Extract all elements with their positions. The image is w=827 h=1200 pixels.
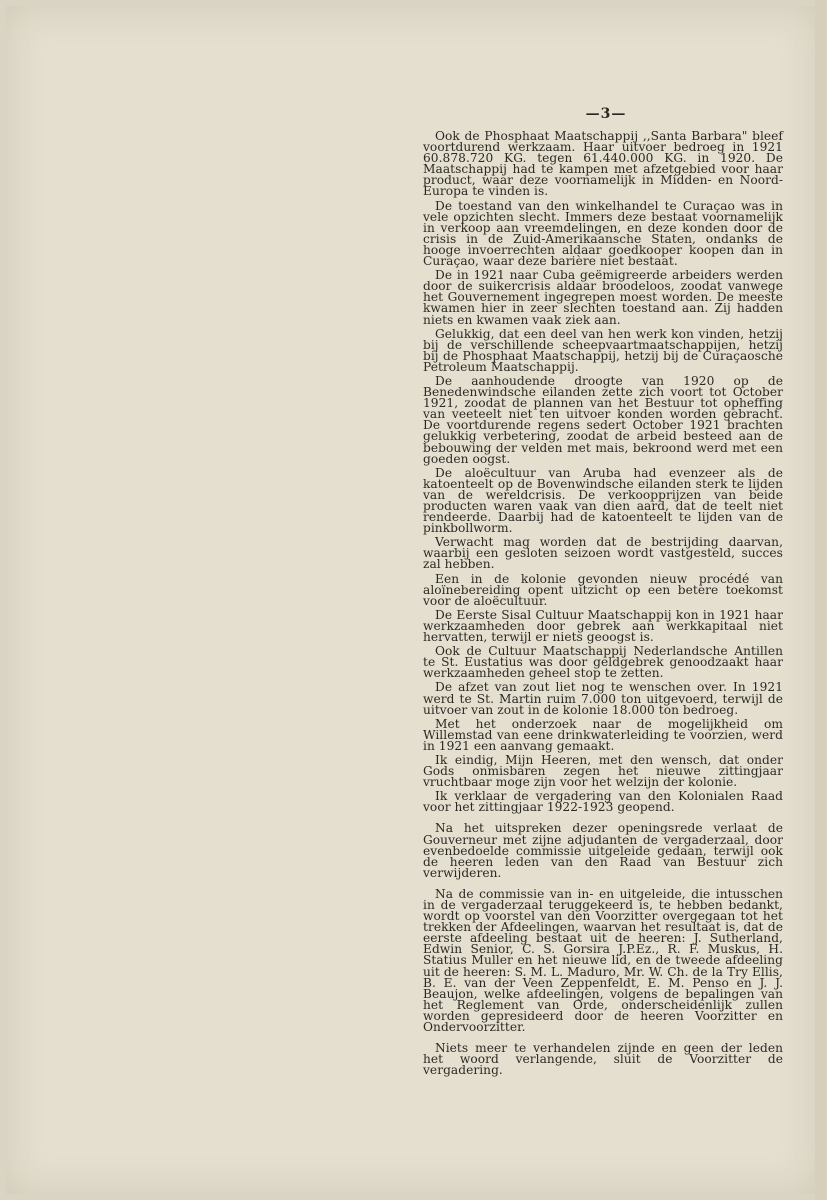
paragraph: De aanhoudende droogte van 1920 op de Benedenwindsche eilanden zette zich voort tot October 1921, zoodat de plannen van het Bestuur tot opheffing van veeteelt niet ten uitvoer konden worden gebracht. De voortdurende regens sedert October 1921 brachten gelukkig verbetering, zoodat de arbeid besteed aan de bebouwing der velden met mais, bekroond werd met een goeden oogst.	[423, 373, 783, 466]
document-page	[6, 6, 818, 1194]
paragraph: Een in de kolonie gevonden nieuw procédé van aloïnebereiding opent uitzicht op een betere toekomst voor de aloëcultuur.	[423, 571, 783, 608]
paragraph: De Eerste Sisal Cultuur Maatschappij kon in 1921 haar werkzaamheden door gebrek aan werkkapitaal niet hervatten, terwijl er niets geoogst is.	[423, 607, 783, 645]
paragraph: De aloëcultuur van Aruba had evenzeer als de katoenteelt op de Bovenwindsche eilanden sterk te lijden van de wereldcrisis. De verkoopprijzen van beide producten waren vaak van dien aard, dat de teelt niet rendeerde. Daarbij had de katoenteelt te lijden van de pinkbollworm.	[423, 465, 783, 536]
text-column	[423, 131, 783, 1079]
paragraph: Ik verklaar de vergadering van den Kolonialen Raad voor het zittingjaar 1922-1923 geopend.	[423, 789, 783, 815]
paragraph: Na het uitspreken dezer openingsrede verlaat de Gouverneur met zijne adjudanten de vergaderzaal, door evenbedoelde commissie uitgeleide gedaan, terwijl ook de heeren leden van den Raad van Bestuur zich verwijderen.	[423, 821, 783, 880]
paragraph: Ik eindig, Mijn Heeren, met den wensch, dat onder Gods onmisbaren zegen het nieuwe zittingjaar vruchtbaar moge zijn voor het welzijn der kolonie.	[423, 752, 783, 790]
paragraph: Verwacht mag worden dat de bestrijding daarvan, waarbij een gesloten seizoen wordt vastgesteld, succes zal hebben.	[423, 535, 783, 572]
page-number: —3—	[585, 106, 627, 122]
page-edge	[815, 0, 827, 1200]
paragraph: Niets meer te verhandelen zijnde en geen der leden het woord verlangende, sluit de Voorzitter de vergadering.	[423, 1041, 783, 1078]
paragraph: De toestand van den winkelhandel te Curaçao was in vele opzichten slecht. Immers deze bestaat voornamelijk in verkoop aan vreemdelingen, en deze konden door de crisis in de Zuid-Amerikaansche Staten, ondanks de hooge invoerrechten aldaar goedkooper koopen dan in Curaçao, waar deze barière niet bestaat.	[423, 198, 783, 269]
paragraph: Gelukkig, dat een deel van hen werk kon vinden, hetzij bij de verschillende scheepvaartmaatschappijen, hetzij bij de Phosphaat Maatschappij, hetzij bij de Curaçaosche Petroleum Maatschappij.	[423, 326, 783, 374]
paragraph: Na de commissie van in- en uitgeleide, die intusschen in de vergaderzaal teruggekeerd is, te hebben bedankt, wordt op voorstel van den Voorzitter overgegaan tot het trekken der Afdeelingen, waarvan het resultaat is, dat de eerste afdeeling bestaat uit de heeren: J. Sutherland, Edwin Senior, C. S. Gorsira J.P.Ez., R. F. Muskus, H. Statius Muller en het nieuwe lid, en de tweede afdeeling uit de heeren: S. M. L. Maduro, Mr. W. Ch. de la Try Ellis, B. E. van der Veen Zeppenfeldt, E. M. Penso en J. J. Beaujon, welke afdeelingen, volgens de bepalingen van het Reglement van Orde, onderscheidenlijk zullen worden gepresideerd door de heeren Voorzitter en Ondervoorzitter.	[423, 886, 783, 1035]
paragraph: Ook de Cultuur Maatschappij Nederlandsche Antillen te St. Eustatius was door geldgebrek genoodzaakt haar werkzaamheden geheel stop te zetten.	[423, 644, 783, 681]
paragraph: De in 1921 naar Cuba geëmigreerde arbeiders werden door de suikercrisis aldaar broodeloos, zoodat vanwege het Gouvernement ingegrepen moest worden. De meeste kwamen hier in zeer slechten toestand aan. Zij hadden niets en kwamen vaak ziek aan.	[423, 268, 783, 327]
paragraph: Met het onderzoek naar de mogelijkheid om Willemstad van eene drinkwaterleiding te voorzien, werd in 1921 een aanvang gemaakt.	[423, 716, 783, 753]
paragraph: De afzet van zout liet nog te wenschen over. In 1921 werd te St. Martin ruim 7.000 ton uitgevoerd, terwijl de uitvoer van zout in de kolonie 18.000 ton bedroeg.	[423, 680, 783, 717]
paragraph: Ook de Phosphaat Maatschappij ,,Santa Barbara" bleef voortdurend werkzaam. Haar uitvoer bedroeg in 1921 60.878.720 KG. tegen 61.440.000 KG. in 1920. De Maatschappij had te kampen met afzetgebied voor haar product, waar deze voornamelijk in Midden- en Noord-Europa te vinden is.	[423, 129, 783, 199]
